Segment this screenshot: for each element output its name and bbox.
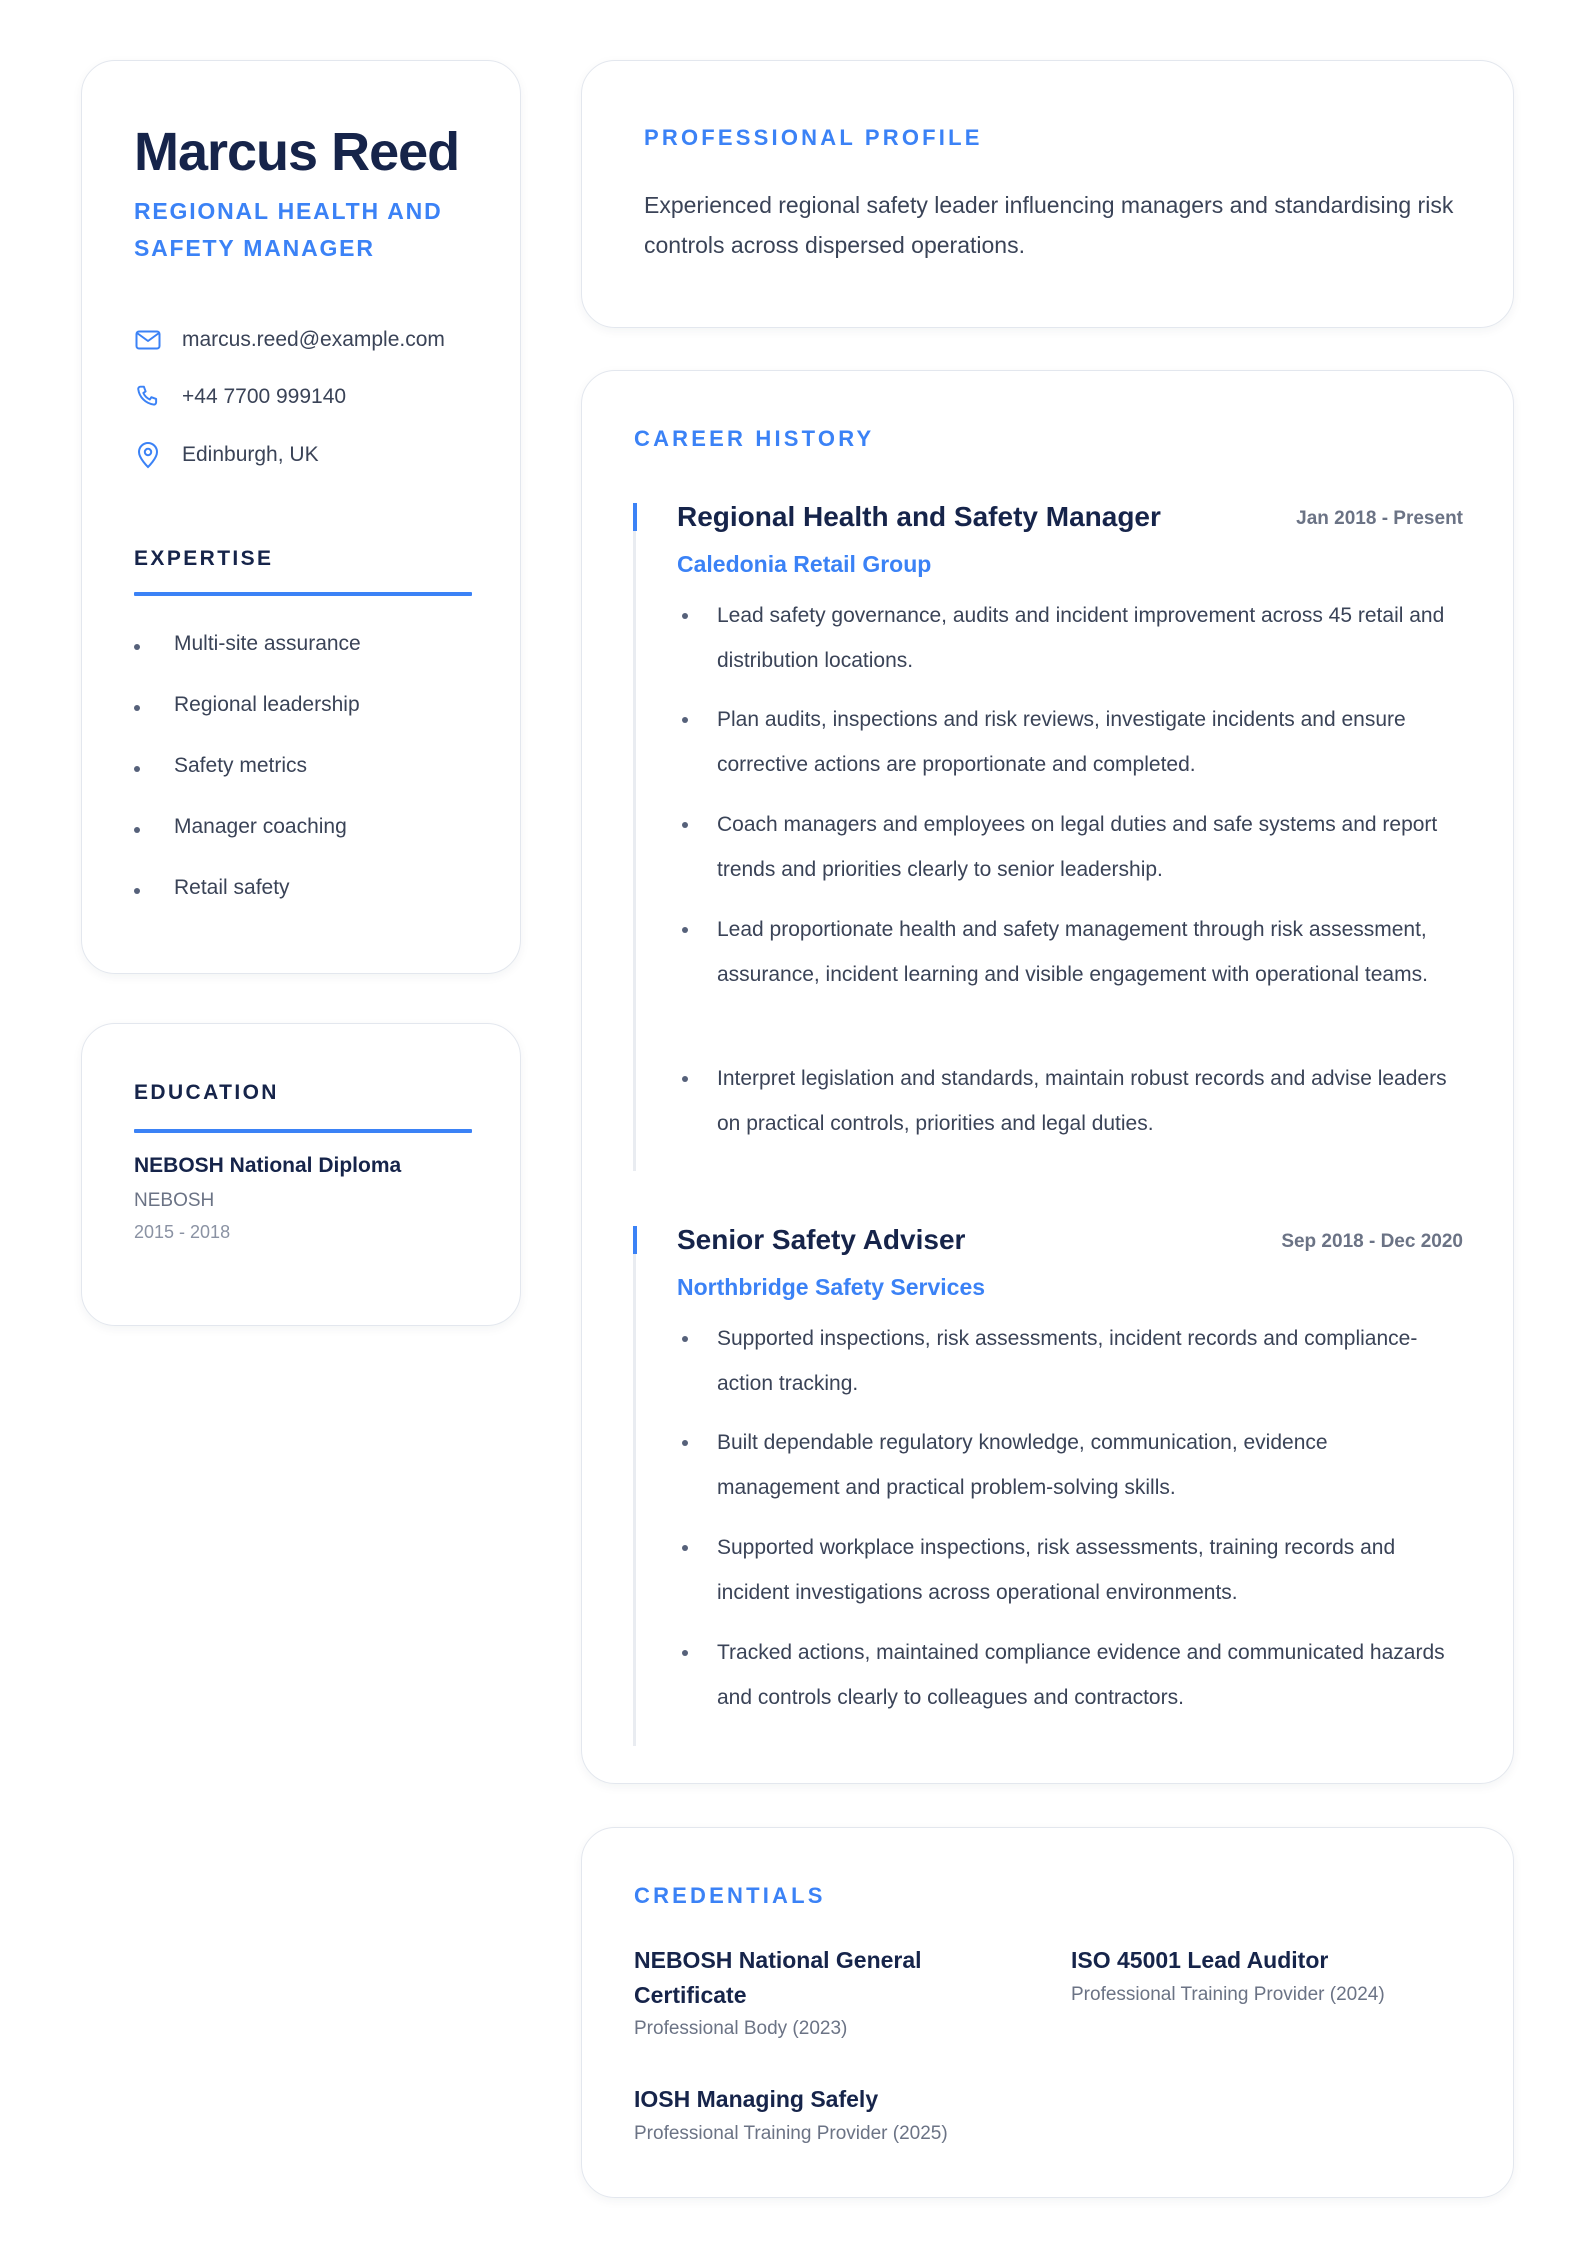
job-company: Caledonia Retail Group <box>677 551 932 577</box>
credential-detail: Professional Training Provider (2024) <box>1071 1984 1385 2005</box>
job-dates: Sep 2018 - Dec 2020 <box>1281 1231 1463 1252</box>
contact-location-text: Edinburgh, UK <box>182 443 319 466</box>
job-responsibility: Supported workplace inspections, risk assessments, training records and incident investigations across operational environments. <box>677 1525 1447 1615</box>
expertise-rule <box>134 592 472 596</box>
phone-icon <box>134 383 162 411</box>
career-heading: CAREER HISTORY <box>634 426 875 451</box>
contact-location <box>134 441 319 469</box>
contact-email[interactable] <box>134 326 445 354</box>
credential-title: NEBOSH National General Certificate <box>634 1947 922 2008</box>
job-responsibility: Interpret legislation and standards, maintain robust records and advise leaders on practical controls, priorities and legal duties. <box>677 1056 1447 1146</box>
career-card <box>581 370 1514 1784</box>
credential-title: ISO 45001 Lead Auditor <box>1071 1947 1329 1973</box>
education-qualification: NEBOSH National Diploma <box>134 1154 402 1177</box>
candidate-title: REGIONAL HEALTH AND SAFETY MANAGER <box>134 198 443 261</box>
job-responsibility: Built dependable regulatory knowledge, communication, evidence management and practical problem-solving skills. <box>677 1420 1447 1510</box>
job-dates: Jan 2018 - Present <box>1296 508 1463 529</box>
expertise-item: Regional leadership <box>134 693 360 717</box>
job-responsibility: Lead proportionate health and safety management through risk assessment, assurance, incident learning and visible engagement with operational teams. <box>677 907 1447 997</box>
candidate-name: Marcus Reed <box>134 122 460 182</box>
education-heading: EDUCATION <box>134 1081 279 1104</box>
job-title: Regional Health and Safety Manager <box>677 501 1161 532</box>
job-title: Senior Safety Adviser <box>677 1224 966 1255</box>
education-dates: 2015 - 2018 <box>134 1222 231 1242</box>
profile-summary: Experienced regional safety leader influencing managers and standardising risk controls across dispersed operations. <box>644 192 1454 258</box>
job-timeline-bar <box>633 1226 636 1746</box>
job-timeline-bar <box>633 503 636 1171</box>
credentials-heading: CREDENTIALS <box>634 1883 826 1908</box>
credentials-card <box>581 1827 1514 2198</box>
contact-phone-text: +44 7700 999140 <box>182 385 347 408</box>
profile-card <box>581 60 1514 328</box>
job-responsibility: Coach managers and employees on legal duties and safe systems and report trends and priorities clearly to senior leadership. <box>677 802 1447 892</box>
contact-email-text: marcus.reed@example.com <box>182 328 445 351</box>
credential-detail: Professional Training Provider (2025) <box>634 2123 948 2144</box>
job-responsibility: Tracked actions, maintained compliance evidence and communicated hazards and controls clearly to colleagues and contractors. <box>677 1630 1447 1720</box>
expertise-heading: EXPERTISE <box>134 547 274 570</box>
expertise-item: Safety metrics <box>134 754 307 778</box>
job-timeline-accent <box>633 503 637 531</box>
job-responsibility: Plan audits, inspections and risk reviews, investigate incidents and ensure corrective actions are proportionate and completed. <box>677 697 1447 787</box>
identity-card <box>81 60 521 974</box>
expertise-item: Manager coaching <box>134 815 347 839</box>
expertise-item: Multi-site assurance <box>134 632 361 656</box>
education-card <box>81 1023 521 1326</box>
job-responsibility: Supported inspections, risk assessments, incident records and compliance-action tracking. <box>677 1316 1447 1406</box>
education-institution: NEBOSH <box>134 1190 215 1211</box>
mail-icon <box>134 326 162 354</box>
credential-detail: Professional Body (2023) <box>634 2018 848 2039</box>
job-responsibility: Lead safety governance, audits and incident improvement across 45 retail and distribution locations. <box>677 593 1447 683</box>
expertise-item: Retail safety <box>134 876 290 900</box>
location-pin-icon <box>134 441 162 469</box>
credential-title: IOSH Managing Safely <box>634 2086 879 2112</box>
education-rule <box>134 1129 472 1133</box>
job-company: Northbridge Safety Services <box>677 1274 986 1300</box>
contact-phone[interactable] <box>134 383 346 411</box>
profile-heading: PROFESSIONAL PROFILE <box>644 125 983 150</box>
job-timeline-accent <box>633 1226 637 1254</box>
